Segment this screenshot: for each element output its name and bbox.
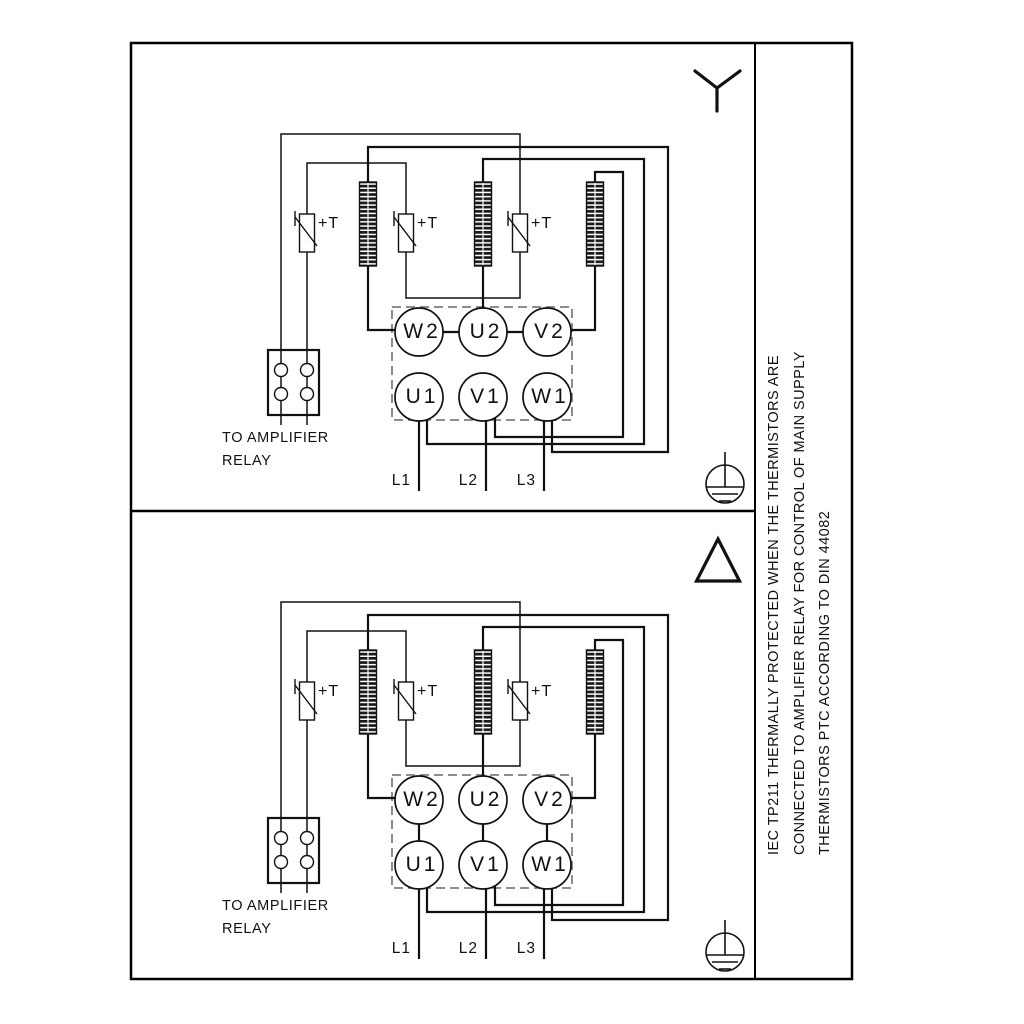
thermistor-label: +T	[417, 683, 439, 700]
terminal-label-u2: U2	[469, 320, 503, 343]
terminal-label-u1: U1	[405, 385, 439, 408]
terminal-label-w2: W2	[403, 320, 441, 343]
side-note	[762, 351, 839, 855]
side-note-line2: CONNECTED TO AMPLIFIER RELAY FOR CONTROL OF MAIN SUPPLY	[791, 351, 808, 855]
terminal-label-w2: W2	[403, 788, 441, 811]
thermistor-label: +T	[531, 215, 553, 232]
supply-lead-label-l3: L3	[516, 940, 536, 957]
terminal-label-v1: V1	[470, 385, 502, 408]
terminal-label-u1: U1	[405, 853, 439, 876]
relay-caption-line2: RELAY	[222, 453, 272, 469]
terminal-label-v2: V2	[534, 788, 566, 811]
delta-link-bridges	[419, 824, 547, 841]
terminal-label-w1: W1	[531, 853, 569, 876]
terminal-label-w1: W1	[531, 385, 569, 408]
side-note-line3: THERMISTORS PTC ACCORDING TO DIN 44082	[816, 510, 833, 855]
supply-lead-label-l1: L1	[391, 472, 411, 489]
wye-connection-icon	[695, 71, 740, 111]
supply-lead-label-l1: L1	[391, 940, 411, 957]
relay-caption-line1: TO AMPLIFIER	[222, 898, 329, 914]
delta-panel-graphics	[268, 539, 744, 971]
relay-caption-line1: TO AMPLIFIER	[222, 430, 329, 446]
terminal-label-u2: U2	[469, 788, 503, 811]
terminal-label-v1: V1	[470, 853, 502, 876]
supply-lead-label-l3: L3	[516, 472, 536, 489]
supply-lead-label-l2: L2	[458, 472, 478, 489]
thermistor-label: +T	[531, 683, 553, 700]
thermistor-label: +T	[417, 215, 439, 232]
delta-connection-icon	[697, 539, 740, 581]
star-panel-graphics	[268, 71, 744, 503]
thermistor-label: +T	[318, 683, 340, 700]
terminal-label-v2: V2	[534, 320, 566, 343]
relay-caption-line2: RELAY	[222, 921, 272, 937]
supply-lead-label-l2: L2	[458, 940, 478, 957]
thermistor-label: +T	[318, 215, 340, 232]
side-note-line1: IEC TP211 THERMALLY PROTECTED WHEN THE THERMISTORS ARE	[765, 355, 782, 855]
